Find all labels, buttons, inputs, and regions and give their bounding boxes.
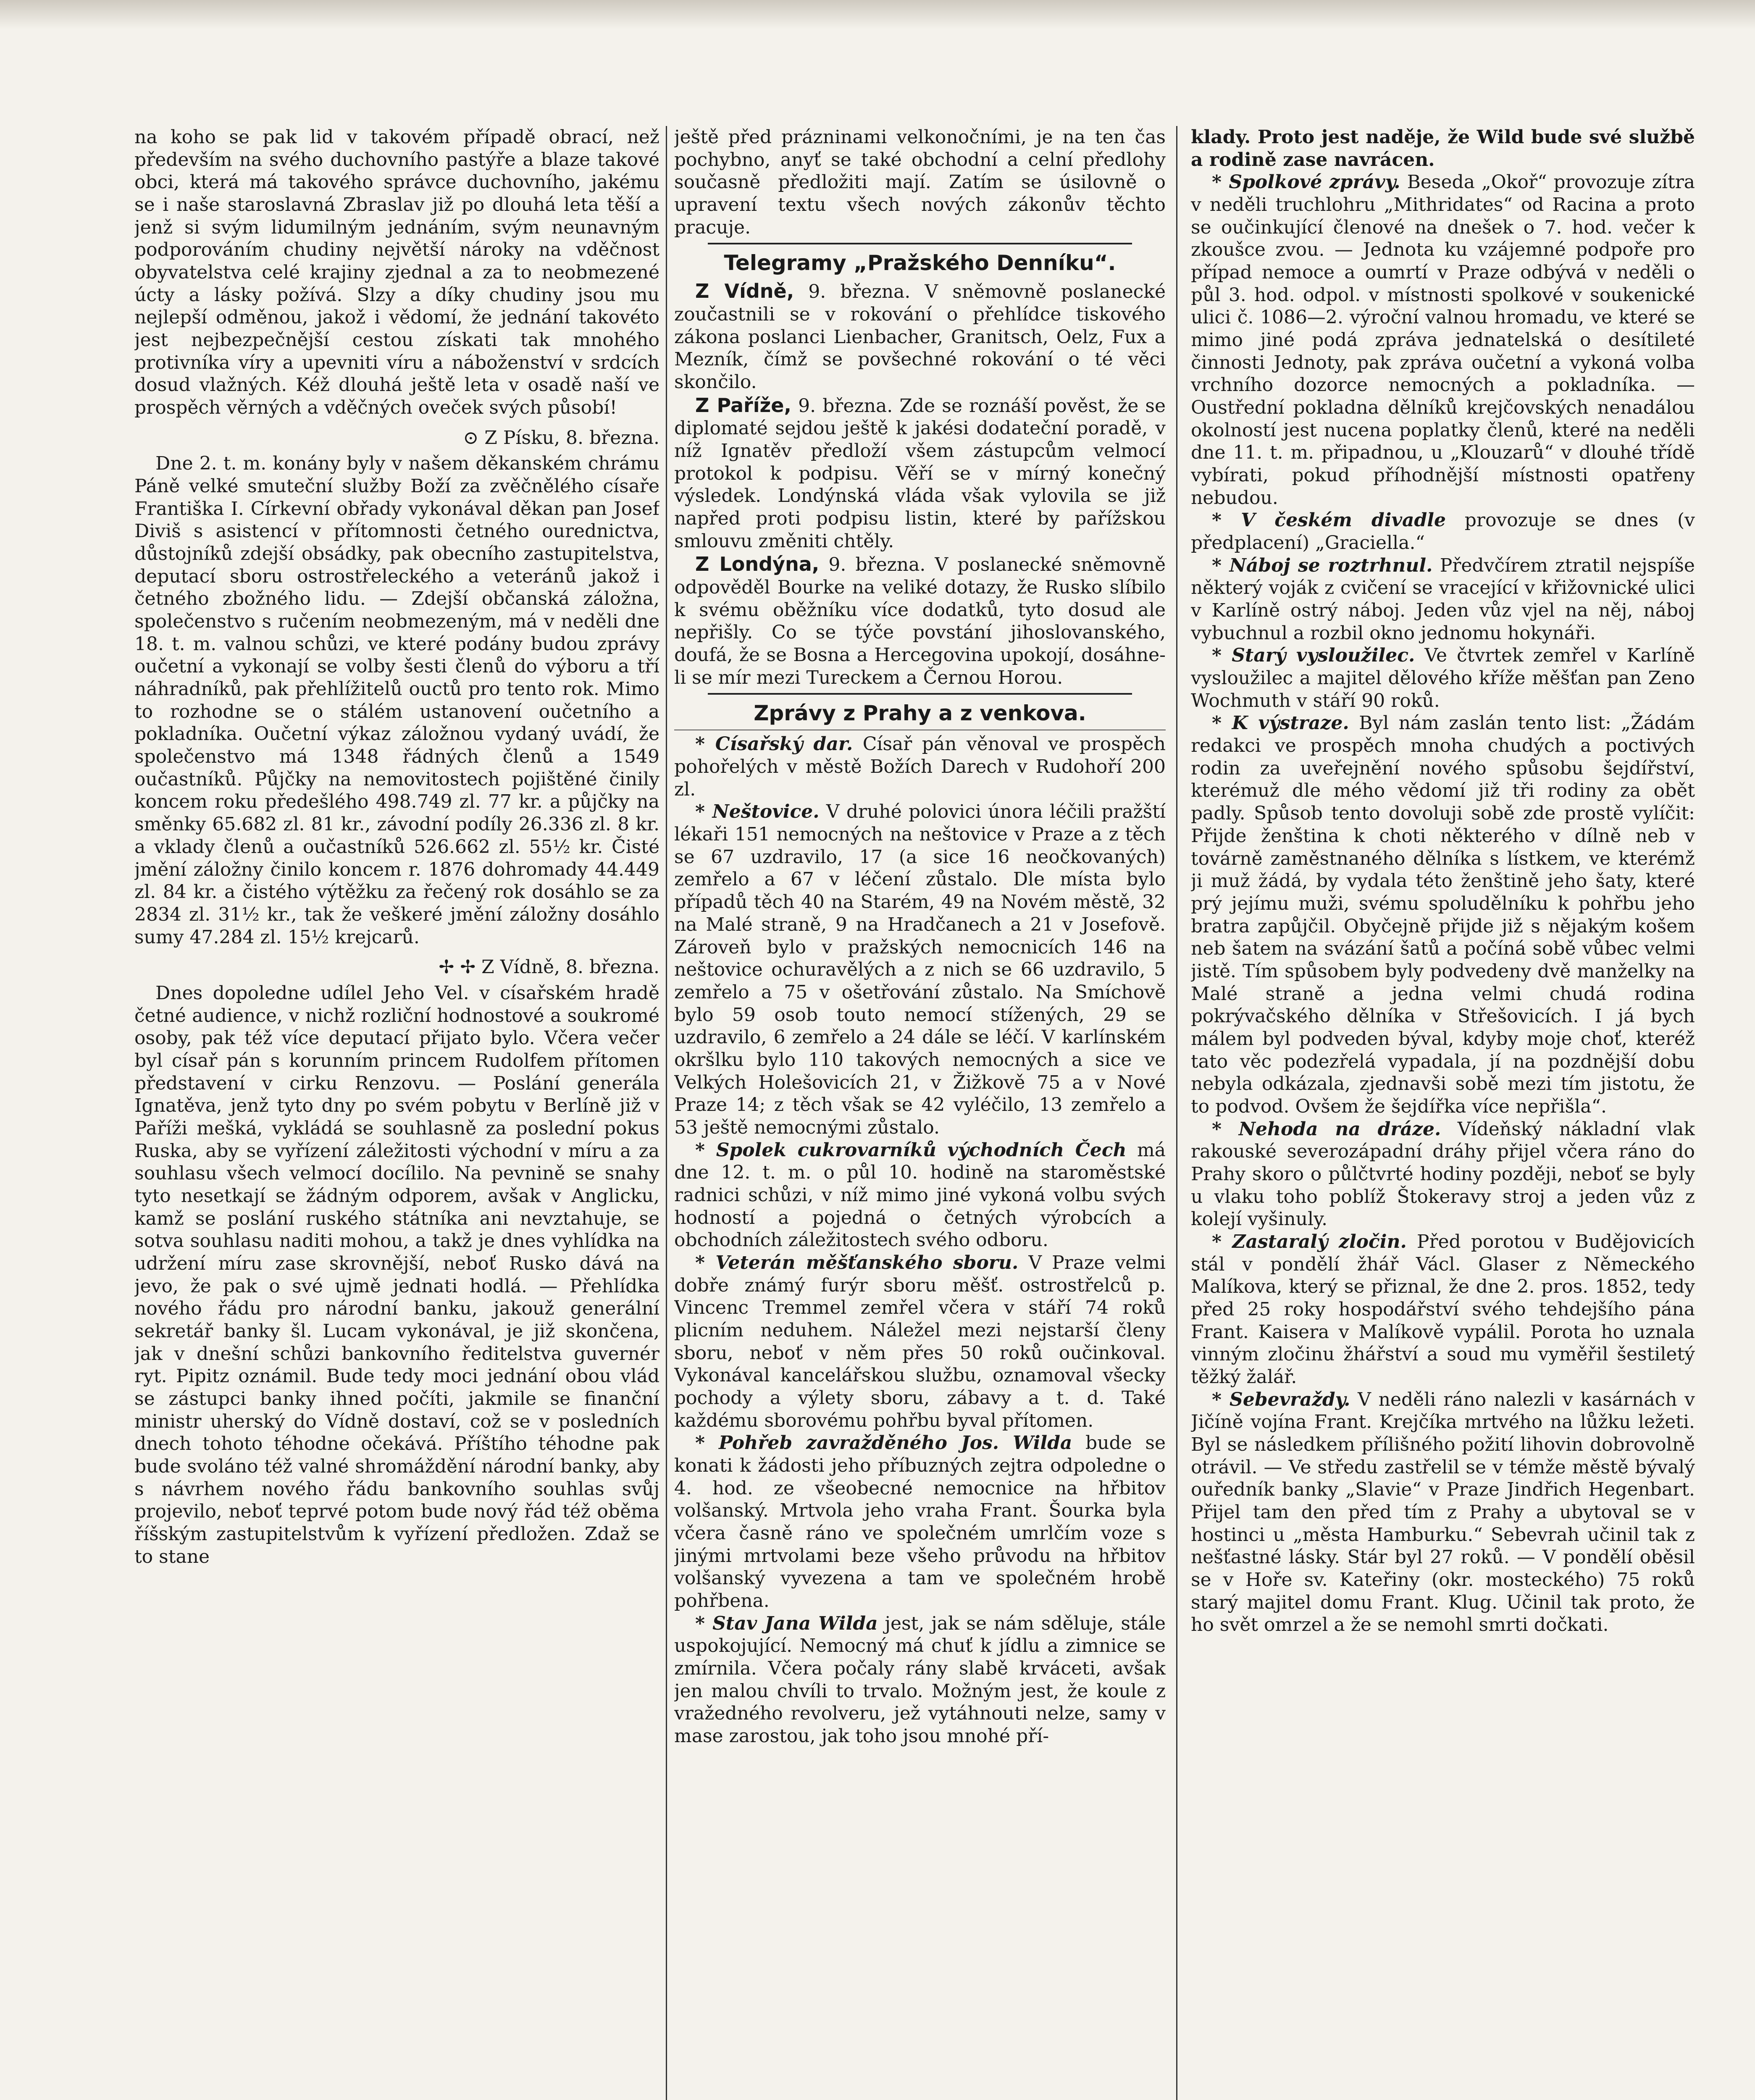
news-lead: * Zastaralý zločin.: [1212, 1231, 1407, 1252]
news-item: [674, 1252, 1166, 1432]
wild-article-end: klady. Proto jest naděje, že Wild bude své službě a rodině zase navrácen.: [1191, 126, 1695, 171]
news-text: Císař pán věnoval ve prospěch pohořelých v městě Božích Darech v Rudohoří 200 zl.: [674, 733, 1166, 800]
telegrams-heading: Telegramy „Pražského Denníku“.: [724, 251, 1116, 276]
news-item: [1191, 712, 1695, 1118]
telegram-text: 9. března. Zde se roznáší pověst, že se diplomaté sejdou ještě k jakési dodateční poradě, v níž Ignatěv předloží všem zástupcům velmocí protokol k podpisu. Věří se v mírný konečný výsledek. Londýnská vláda však vylovila se již napřed proti podpisu listin, které by pařížskou smlouvu změniti chtěly.: [674, 395, 1166, 552]
news-item: [1191, 509, 1695, 554]
news-text: bude se konati k žádosti jeho příbuzných zejtra odpoledne o 4. hod. ze všeobecné nemocnice na hřbitov volšanský. Mrtvola jeho vraha Frant. Šourka byla včera časně ráno ve společném umrlčím voze s jinými mrtvolami beze všeho průvodu na hřbitov volšanský vyvezena a tam ve společném hrobě pohřbena.: [674, 1432, 1166, 1612]
column-3: [1191, 126, 1695, 2100]
news-lead: * Nehoda na dráze.: [1212, 1118, 1441, 1140]
news-lead: * Císařský dar.: [695, 733, 853, 755]
news-item: [1191, 644, 1695, 712]
column-1: [134, 126, 659, 2100]
telegram-city: Z Vídně,: [695, 280, 794, 303]
news-text: Ve čtvrtek zemřel v Karlíně vysloužilec a majitel dělového kříže měšťan pan Zeno Wochmuth v stáří 90 roků.: [1191, 645, 1695, 711]
news-text: jest, jak se nám sděluje, stále uspokojující. Nemocný má chuť k jídlu a zimnice se zmírnila. Včera počaly rány slabě krváceti, avšak jen malou chvíli to trvalo. Možným jest, že koule z vražedného revolveru, jež vytáhnouti nelze, samy v mase zarostou, jak toho jsou mnohé pří-: [674, 1612, 1166, 1747]
vienna-article: Dnes dopoledne udílel Jeho Vel. v císařském hradě četné audience, v nichž rozliční hodnostové a soukromé osoby, pak též více deputací přijato bylo. Včera večer byl císař pán s korunním princem Rudolfem přítomen představení v cirku Renzovu. — Poslání generála Ignatěva, jenž tyto dny po svém pobytu v Berlíně již v Paříži mešká, vykládá se souhlasně za poslední pokus Ruska, aby se vyřízení záležitosti východní v míru a za souhlasu všech velmocí docílilo. Na pevnině se snahy tyto nesetkají se žádným odporem, avšak v Anglicku, kamž se poslání ruského státníka ani nevztahuje, se sotva souhlasu naditi mohou, a takž je dnes vyhlídka na udržení míru zase skrovnější, neboť Rusko dává na jevo, že pak o své ujmě jednati hodlá. — Přehlídka nového řádu pro národní banku, jakouž generální sekretář banky šl. Lucam vykonával, je již skončena, jak v dnešní schůzi bankovního ředitelstva guvernér ryt. Pipitz oznámil. Bude tedy moci jednání obou vlád se zástupci banky ihned počíti, jakmile se finanční ministr uherský do Vídně dostaví, což se v posledních dnech tohoto téhodne očekává. Příštího téhodne pak bude svoláno též valné shromáždění národní banky, aby s návrhem nového řádu bankovního souhlas svůj projevilo, neboť teprvé potom bude nový řád též oběma říšským zastupitelstvům k vyřízení předložen. Zdaž se to stane: [134, 982, 659, 1567]
news-item: [674, 801, 1166, 1139]
news-lead: * Spolkové zprávy.: [1212, 171, 1400, 193]
news-text: Byl nám zaslán tento list: „Žádám redakci ve prospěch mnoha chudých a poctivých rodin za uveřejnění nového spůsobu šejdířství, kterémuž dle mého vědomí již tři rodiny za obět padly. Spůsob tento dovoluji sobě zde prostě vylíčit: Přijde ženština k choti některého v dílně neb v továrně zaměstnaného dělníka s lístkem, ve kterémž ji muž žádá, by vydala této ženštině jeho šaty, které prý jejímu muži, svému spoludělníku k pohřbu jeho bratra zapůjčil. Obyčejně přijde již s nějakým košem neb šatem na svázání šatů a počíná sobě vůbec velmi jistě. Tím spůsobem byly podvedeny dvě manželky na Malé straně a jedna velmi chudá rodina pokrývačského dělníka v Střešovicích. I já bych málem byl podveden býval, kdyby moje choť, kteréž tato věc podezřelá vypadala, jí na pozdnější dobu nebyla odkázala, zjednavši sobě mezi tím jistotu, že to podvod. Ovšem že šejdířka více nepřišla“.: [1191, 712, 1695, 1117]
news-lead: * Pohřeb zavražděného Jos. Wilda: [695, 1432, 1072, 1454]
zbraslav-article-end: na koho se pak lid v takovém případě obrací, než především na svého duchovního pastýře a blaze takové obci, která má takového správce duchovního, jakému se i naše staroslavná Zbraslav již po dlouhá leta těší a jenž si svým lidumilným jednáním, svým neunavným podporováním chudiny největší nároky na vděčnost obyvatelstva celé krajiny zjednal a za to neobmezené úcty a lásky požívá. Slzy a díky chudiny jsou mu nejlepší odměnou, jakož i vědomí, že jednání takovéto jest nejbezpečnější cestou získati tak mnohého protivníka víry a upevniti víru a náboženství v srdcích dosud vlažných. Kéž dlouhá ještě leta v osadě naší ve prospěch věrných a vděčných oveček svých působí!: [134, 126, 659, 419]
section-rule: [708, 693, 1132, 695]
pisek-dateline: ⊙ Z Písku, 8. března.: [463, 427, 659, 449]
column-divider-1: [666, 126, 667, 2100]
news-item: [1191, 1389, 1695, 1636]
news-lead: * V českém divadle: [1212, 509, 1446, 531]
news-item: [1191, 554, 1695, 645]
telegram-city: Z Londýna,: [695, 553, 820, 576]
telegram-text: 9. března. V sněmovně poslanecké zoučastnili se v rokování o přehlídce tiskového zákona poslanci Lienbacher, Granitsch, Oelz, Fux a Mezník, čímž se povšechné rokování o té věci skončilo.: [674, 281, 1166, 393]
vienna-dateline: ✢ ✢ Z Vídně, 8. března.: [439, 956, 659, 978]
news-item: [674, 1432, 1166, 1612]
news-text: má dne 12. t. m. o půl 10. hodině na staroměstské radnici schůzi, v níž mimo jiné vykoná volbu svých hodností a pojedná o četných výrobcích a obchodních záležitostech svého odboru.: [674, 1139, 1166, 1251]
section-rule: [708, 243, 1132, 244]
news-lead: * Spolek cukrovarníků východních Čech: [695, 1139, 1127, 1161]
news-lead: * Neštovice.: [695, 801, 820, 823]
news-text: V neděli ráno nalezli v kasárnách v Jičíně vojína Frant. Krejčíka mrtvého na lůžku ležeti. Byl se následkem přílišného požití lihovin dobrovolně otrávil. — Ve středu zastřelil se v témže městě bývalý ouředník banky „Slavie“ v Praze Jindřich Hegenbart. Přijel tam den před tím z Prahy a ubytoval se v hostinci u „města Hamburku.“ Sebevrah učinil tak z nešťastné lásky. Stár byl 27 roků. — V pondělí oběsil se v Hoře sv. Kateřiny (okr. mosteckého) 75 roků starý majitel domu Frant. Klug. Učinil tak proto, že ho svět omrzel a že se nemohl smrti dočkati.: [1191, 1389, 1695, 1636]
news-item: [674, 1139, 1166, 1252]
news-lead: * K výstraze.: [1212, 712, 1349, 734]
news-lead: * Veterán měšťanského sboru.: [695, 1252, 1019, 1273]
news-item: [1191, 1231, 1695, 1389]
news-text: Vídeňský nákladní vlak rakouské severozápadní dráhy přijel včera ráno do Prahy skoro o půlčtvrté hodiny později, neboť se byly u vlaku toho poblíž Štokeravy stroj a jeden vůz z kolejí vyšinuly.: [1191, 1118, 1695, 1230]
vienna-article-end: ještě před prázninami velkonočními, je na ten čas pochybno, anyť se také obchodní a celní předlohy současně předložiti mají. Zatím se úsilovně o upravení textu všech nových zákonův těchto pracuje.: [674, 126, 1166, 238]
news-text: V Praze velmi dobře známý furýr sboru měšť. ostrostřelců p. Vincenc Tremmel zemřel včera v stáří 74 roků plicním neduhem. Náležel mezi nejstarší členy sboru, neboť v něm přes 50 roků oučinkoval. Vykonával kancelářskou službu, oznamoval všecky pochody a výlety sboru, zábavy a t. d. Také každému sborovému pohřbu byval přítomen.: [674, 1252, 1166, 1431]
telegram-text: 9. března. V poslanecké sněmovně odpověděl Bourke na veliké dotazy, že Rusko slíbilo k svému oběžníku více dodatků, tyto dosud ale nepřišly. Co se týče povstání jihoslovanského, doufá, že se Bosna a Hercegovina upokojí, dosáhne-li se mír mezi Tureckem a Černou Horou.: [674, 554, 1166, 688]
news-lead: * Náboj se roztrhnul.: [1212, 554, 1433, 576]
news-text: Beseda „Okoř“ provozuje zítra v neděli truchlohru „Mithridates“ od Racina a proto se oučinkující členové na dnešek o 7. hod. večer k zkoušce zvou. — Jednota ku vzájemné podpoře pro případ nemoce a oumrtí v Praze odbývá v neděli o půl 3. hod. odpol. v místnosti spolkové v soukenické ulici č. 1086—2. výroční valnou hromadu, ve které se mimo jiné podá zpráva jednatelská o desítileté činnosti Jednoty, pak zpráva oučetní a vykoná volba vrchního dozorce nemocných a pokladníka. — Oustřední pokladna dělníků krejčovských nenadálou okolností jest nucena poplatky členů, které na neděli dne 11. t. m. připadnou, u „Klouzarů“ v dlouhé třídě vybírati, pokud příhodnější místnosti opatřeny nebudou.: [1191, 171, 1695, 509]
news-lead: * Starý vysloužilec.: [1212, 645, 1415, 667]
telegram-city: Z Paříže,: [695, 394, 791, 417]
news-lead: * Sebevraždy.: [1212, 1389, 1350, 1410]
news-item: [1191, 171, 1695, 509]
news-lead: * Stav Jana Wilda: [695, 1612, 878, 1634]
column-2: [674, 126, 1166, 2100]
local-news-heading: Zprávy z Prahy a z venkova.: [754, 701, 1086, 726]
news-text: Před porotou v Budějovicích stál v pondělí žhář Václ. Glaser z Německého Malíkova, který se přiznal, že dne 2. pros. 1852, tedy před 25 roky hospodářství svého tehdejšího pána Frant. Kaisera v Malíkově vypálil. Porota ho uznala vinným zločinu žhářství a soud mu vyměřil šestiletý těžký žalář.: [1191, 1231, 1695, 1388]
column-divider-2: [1176, 126, 1177, 2100]
telegram-paris: [674, 394, 1166, 553]
news-item: [1191, 1118, 1695, 1231]
page-edge-shadow: [0, 0, 1755, 29]
news-text: provozuje se dnes (v předplacení) „Graciella.“: [1191, 509, 1695, 554]
news-item: [674, 733, 1166, 801]
telegram-london: [674, 552, 1166, 689]
news-text: Předvčírem ztratil nejspíše některý voják z cvičení se vracející v křižovnické ulici v Karlíně ostrý náboj. Jeden vůz vjel na něj, náboj vybuchnul a rozbil okno jednomu hokynáři.: [1191, 554, 1695, 644]
pisek-article: Dne 2. t. m. konány byly v našem děkanském chrámu Páně velké smuteční služby Boží za zvěčnělého císaře Františka I. Církevní obřady vykonával děkan pan Josef Diviš s asistencí v přítomnosti četného ourednictva, důstojníků zdejší obsádky, pak obecního zastupitelstva, deputací sboru ostrostřeleckého a veteránů jakož i četného zbožného lidu. — Zdejší občanská záložna, společenstvo s ručením neobmezeným, má v neděli dne 18. t. m. valnou schůzi, ve které podány budou zprávy oučetní a vykonají se volby šesti členů do výboru a tří náhradníků, pak přehlížitelů ouctů pro tento rok. Mimo to rozhodne se o stálém ustanovení oučetního a pokladníka. Oučetní výkaz záložnou vydaný uvádí, že společenstvo má 1348 řádných členů a 1549 oučastníků. Půjčky na nemovitostech pojištěné činily koncem roku předešlého 498.749 zl. 77 kr. a půjčky na směnky 65.682 zl. 81 kr., závodní podíly 26.336 zl. 8 kr. a vklady členů a oučastníků 526.662 zl. 55½ kr. Čisté jmění záložny činilo koncem r. 1876 dohromady 44.449 zl. 84 kr. a čistého výtěžku za řečený rok dosáhlo se za 2834 zl. 31½ kr., tak že veškeré jmění záložny dosáhlo sumy 47.284 zl. 15½ krejcarů.: [134, 453, 659, 948]
news-text: V druhé polovici února léčili pražští lékaři 151 nemocných na neštovice v Praze a z těch se 67 uzdravilo, 17 (a sice 16 neočkovaných) zemřelo a 67 v léčení zůstalo. Dle místa bylo případů těch 40 na Starém, 49 na Novém městě, 32 na Malé straně, 9 na Hradčanech a 21 v Josefově. Zároveň bylo v pražských nemocnicích 146 na neštovice ochuravělých a z nich se 66 uzdravilo, 5 zemřelo a 75 v ošetřování zůstalo. Na Smíchově bylo 59 osob touto nemocí stížených, 29 se uzdravilo, 6 zemřelo a 24 dále se léčí. V karlínském okršlku bylo 110 takových nemocných a sice ve Velkých Holešovicích 21, v Žižkově 75 a v Nové Praze 14; z těch však se 42 vyléčilo, 13 zemřelo a 53 ještě nemocnými zůstalo.: [674, 801, 1166, 1138]
telegram-vienna: [674, 279, 1166, 393]
news-item: [674, 1612, 1166, 1748]
